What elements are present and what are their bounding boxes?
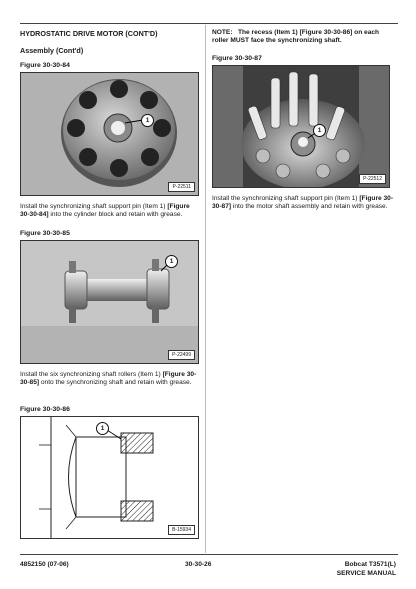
header-rule: [20, 23, 398, 24]
figure-84-photo: [20, 72, 199, 196]
figure-label-86: Figure 30-30-86: [20, 406, 70, 413]
figure-86-callout: 1: [96, 422, 109, 435]
figure-87-caption: Install the synchronizing shaft support pin (Item 1) [Figure 30-30-87] into the motor shaft assembly and retain with grease.: [212, 195, 394, 211]
figure-86-drawing: [20, 416, 199, 539]
figure-86-photo-code: B-15934: [168, 525, 195, 535]
footer-rule: [20, 554, 398, 555]
figure-label-87: Figure 30-30-87: [212, 55, 262, 62]
footer-page-number: 30-30-26: [185, 561, 212, 568]
footer-part-number: 4852150 (07-06): [20, 561, 69, 568]
figure-84-callout: 1: [141, 114, 154, 127]
figure-87-photo: [212, 65, 390, 188]
figure-label-85: Figure 30-30-85: [20, 230, 70, 237]
column-divider: [205, 25, 206, 553]
footer-model: Bobcat T3571(L): [344, 561, 396, 568]
subsection-title: Assembly (Cont'd): [20, 46, 84, 55]
figure-label-84: Figure 30-30-84: [20, 62, 70, 69]
figure-85-photo: [20, 240, 199, 364]
figure-85-callout: 1: [165, 255, 178, 268]
figure-85-caption: Install the six synchronizing shaft rollers (Item 1) [Figure 30-30-85] onto the synchronizing shaft and retain with grease.: [20, 371, 197, 387]
section-title: HYDROSTATIC DRIVE MOTOR (CONT'D): [20, 29, 158, 38]
note-text: The recess (Item 1) [Figure 30-30-86] on each roller MUST face the synchronizing shaft.: [212, 29, 380, 45]
figure-84-caption: Install the synchronizing shaft support pin (Item 1) [Figure 30-30-84] into the cylinder block and retain with grease.: [20, 203, 190, 219]
note: [212, 29, 397, 45]
figure-84-photo-code: P-22511: [168, 182, 195, 192]
figure-85-photo-code: P-22499: [168, 350, 195, 360]
figure-87-callout: 1: [313, 124, 326, 137]
footer-manual: SERVICE MANUAL: [336, 570, 396, 577]
note-lead: NOTE:: [212, 29, 233, 36]
figure-87-photo-code: P-22512: [359, 174, 386, 184]
